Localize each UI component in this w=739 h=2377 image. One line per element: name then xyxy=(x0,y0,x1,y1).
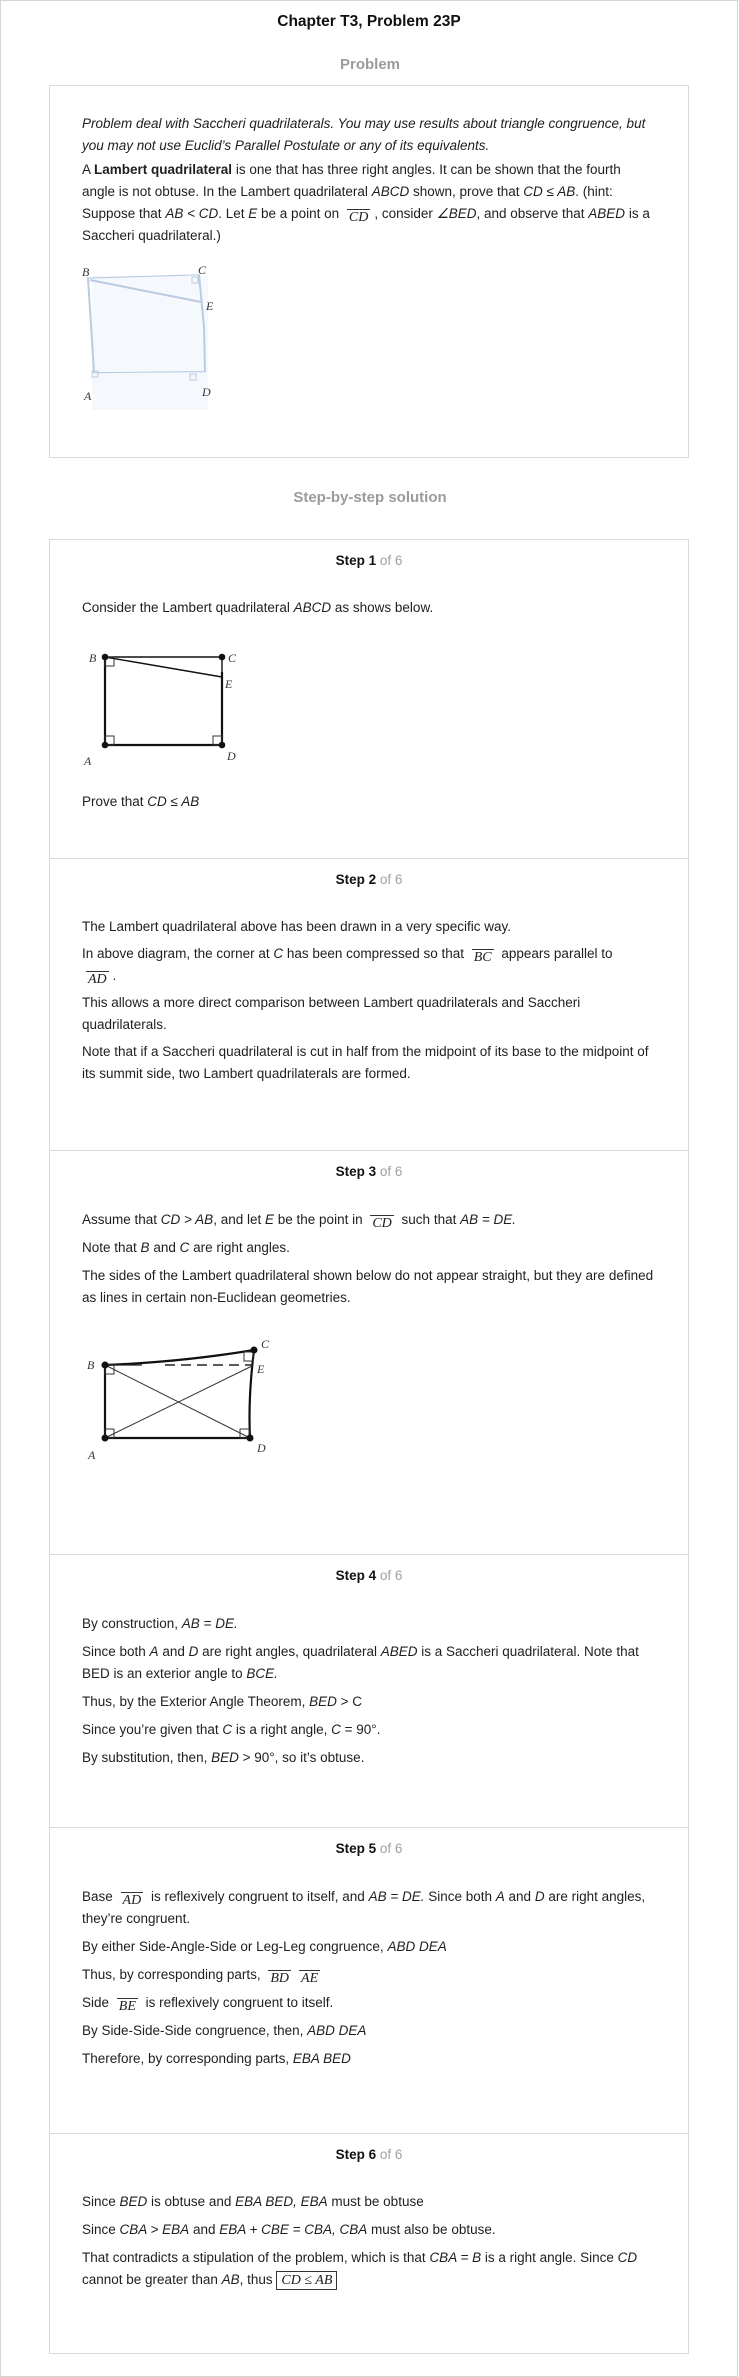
step-6-p1: Since BED is obtuse and EBA BED, EBA must be obtuse xyxy=(82,2194,424,2209)
step-1-prove: Prove that CD ≤ AB xyxy=(82,794,200,809)
segment-bc: BC xyxy=(473,950,492,965)
step-4-p1: By construction, AB = DE. xyxy=(82,1616,238,1631)
step-5-p4: Side BE is reflexively congruent to itself. xyxy=(82,1995,334,2014)
step-6-card xyxy=(49,2133,689,2354)
step-3-p2: Note that B and C are right angles. xyxy=(82,1240,290,1255)
step-4-header: Step 4 of 6 xyxy=(335,1568,403,1583)
step-4-card xyxy=(49,1554,689,1828)
problem-figure xyxy=(80,263,220,426)
page-title: Chapter T3, Problem 23P xyxy=(277,13,461,30)
step-6-p2: Since CBA > EBA and EBA + CBE = CBA, CBA must also be obtuse. xyxy=(82,2222,496,2237)
label-b: B xyxy=(89,651,97,665)
segment-cd: CD xyxy=(372,1216,392,1231)
step-3-figure xyxy=(72,1328,272,1488)
segment-ad: AD xyxy=(122,1893,142,1908)
step-5-card xyxy=(49,1827,689,2134)
label-c: C xyxy=(261,1337,270,1351)
segment-bd: BD xyxy=(270,1971,290,1986)
step-3-card xyxy=(49,1150,689,1555)
solution-heading: Step-by-step solution xyxy=(293,489,447,506)
step-5-p1: Base AD is reflexively congruent to itself, and AB = DE. Since both A and D are right angles, they’re congruent. xyxy=(82,1889,646,1926)
step-4-p2: Since both A and D are right angles, quadrilateral ABED is a Saccheri quadrilateral. Note that BED is an exterior angle to BCE. xyxy=(82,1644,639,1681)
label-e: E xyxy=(225,677,233,691)
step-5-p5: By Side-Side-Side congruence, then, ABD DEA xyxy=(82,2023,367,2038)
label-a: A xyxy=(84,754,92,768)
step-2-card xyxy=(49,858,689,1151)
label-e: E xyxy=(206,299,214,313)
segment-ae: AE xyxy=(301,1971,319,1986)
problem-heading: Problem xyxy=(339,56,400,73)
label-b: B xyxy=(82,265,90,279)
problem-card xyxy=(49,85,689,458)
final-answer: CD ≤ AB xyxy=(276,2271,337,2290)
label-d: D xyxy=(257,1441,266,1455)
step-1-figure xyxy=(72,651,237,772)
problem-statement: A Lambert quadrilateral is one that has three right angles. It can be shown that the fourth angle is not obtuse. In the Lambert quadrilateral ABCD shown, prove that CD ≤ AB. (hint: Suppose that AB < CD. Let E be a point on CD , consider ∠BED, and observe that ABED is a Saccheri quadrilateral.) xyxy=(82,162,650,243)
step-4-p3: Thus, by the Exterior Angle Theorem, BED > C xyxy=(82,1694,363,1709)
step-4-p4: Since you’re given that C is a right angle, C = 90°. xyxy=(82,1722,381,1737)
step-1-text: Consider the Lambert quadrilateral ABCD as shows below. xyxy=(82,600,434,615)
label-c: C xyxy=(198,263,207,277)
step-6-header: Step 6 of 6 xyxy=(335,2147,403,2162)
segment-be: BE xyxy=(118,1999,136,2014)
step-3-p3: The sides of the Lambert quadrilateral shown below do not appear straight, but they are defined as lines in certain non-Euclidean geometries. xyxy=(82,1268,654,1305)
step-3-p1: Assume that CD > AB, and let E be the point in CD such that AB = DE. xyxy=(82,1212,516,1231)
step-3-header: Step 3 of 6 xyxy=(335,1164,403,1179)
step-4-p5: By substitution, then, BED > 90°, so it’s obtuse. xyxy=(82,1750,365,1765)
label-b: B xyxy=(87,1358,95,1372)
segment-ad: AD xyxy=(88,972,107,987)
step-5-p6: Therefore, by corresponding parts, EBA BED xyxy=(82,2051,351,2066)
step-5-p2: By either Side-Angle-Side or Leg-Leg congruence, ABD DEA xyxy=(82,1939,447,1954)
label-c: C xyxy=(228,651,237,665)
label-a: A xyxy=(88,1448,96,1462)
step-5-header: Step 5 of 6 xyxy=(335,1841,403,1856)
label-e: E xyxy=(257,1362,265,1376)
step-2-p3: This allows a more direct comparison between Lambert quadrilaterals and Saccheri quadrilaterals. xyxy=(82,995,581,1032)
step-2-p1: The Lambert quadrilateral above has been drawn in a very specific way. xyxy=(82,919,511,934)
label-d: D xyxy=(227,749,236,763)
segment-cd: CD xyxy=(348,210,369,225)
step-2-header: Step 2 of 6 xyxy=(335,872,403,887)
step-1-header: Step 1 of 6 xyxy=(335,553,403,568)
step-6-p3: That contradicts a stipulation of the problem, which is that CBA = B is a right angle. Since CD cannot be greater than AB, thus CD ≤ AB xyxy=(82,2250,638,2288)
step-2-p2: In above diagram, the corner at C has been compressed so that BC appears parallel to AD . xyxy=(82,946,613,987)
label-d: D xyxy=(202,385,211,399)
step-5-p3: Thus, by corresponding parts, BD AE xyxy=(82,1967,319,1986)
step-1-card xyxy=(49,539,689,859)
label-a: A xyxy=(84,389,92,403)
step-2-p4: Note that if a Saccheri quadrilateral is cut in half from the midpoint of its base to the midpoint of its summit side, two Lambert quadrilaterals are formed. xyxy=(82,1044,649,1081)
problem-intro: Problem deal with Saccheri quadrilaterals. You may use results about triangle congruence, but you may not use Euclid’s Parallel Postulate or any of its equivalents. xyxy=(82,116,646,153)
